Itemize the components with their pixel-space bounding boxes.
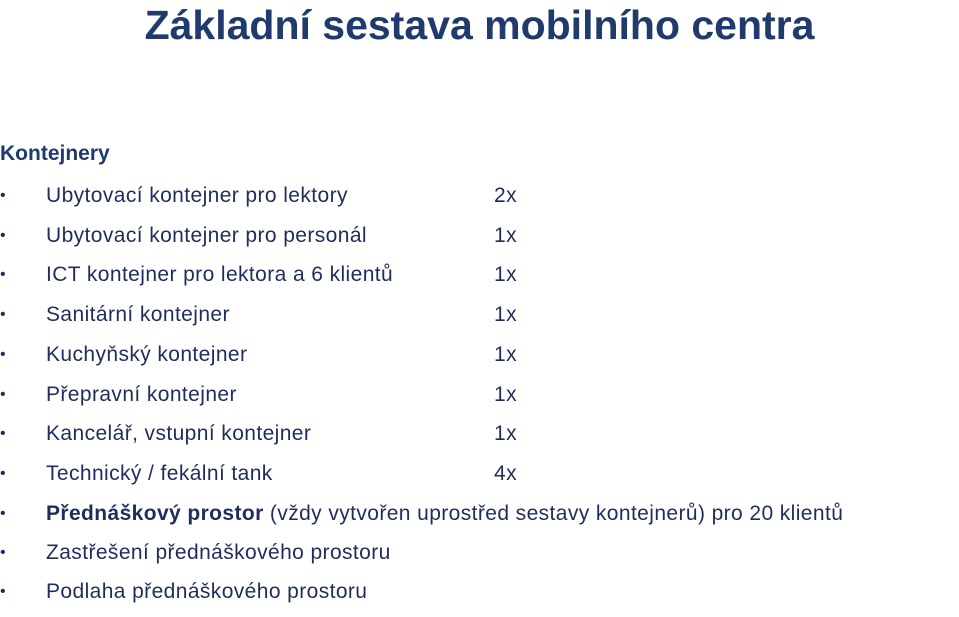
bullet-icon: • [0,465,6,482]
bullet-icon: • [0,425,6,442]
floor-label: Podlaha přednáškového prostoru [46,580,368,603]
item-label: Kuchyňský kontejner [46,343,248,366]
list-item [0,221,959,261]
bullet-icon: • [0,346,6,363]
item-quantity: 4x [494,462,517,485]
item-label: Sanitární kontejner [46,303,230,326]
list-item-lecture-space [0,499,959,539]
list-item [0,300,959,340]
item-quantity: 1x [494,383,517,406]
list-item [0,181,959,221]
bullet-icon: • [0,505,6,522]
item-label: Přepravní kontejner [46,383,237,406]
page-title: Základní sestava mobilního centra [144,2,815,48]
item-quantity: 1x [494,224,517,247]
list-item [0,459,959,499]
item-quantity: 1x [494,303,517,326]
bullet-icon: • [0,583,6,600]
list-item [0,380,959,420]
bullet-icon: • [0,386,6,403]
bullet-icon: • [0,306,6,323]
list-item [0,419,959,459]
list-item-roofing [0,538,959,578]
item-label: Technický / fekální tank [46,462,273,485]
item-quantity: 1x [494,263,517,286]
bullet-icon: • [0,266,6,283]
bullet-icon: • [0,227,6,244]
item-label: ICT kontejner pro lektora a 6 klientů [46,263,394,286]
roofing-label: Zastřešení přednáškového prostoru [46,541,391,564]
item-quantity: 1x [494,422,517,445]
item-label: Ubytovací kontejner pro lektory [46,184,348,207]
lecture-space-bold: Přednáškový prostor [46,502,264,525]
item-label: Kancelář, vstupní kontejner [46,422,312,445]
list-item [0,340,959,380]
item-quantity: 2x [494,184,517,207]
bullet-icon: • [0,187,6,204]
lecture-space-rest: (vždy vytvořen uprostřed sestavy kontejnerů) pro 20 klientů [263,502,844,525]
list-item-floor [0,577,959,617]
item-quantity: 1x [494,343,517,366]
list-item [0,260,959,300]
bullet-icon: • [0,544,6,561]
section-heading-containers: Kontejnery [0,142,110,165]
lecture-space-text [46,499,843,529]
item-label: Ubytovací kontejner pro personál [46,224,367,247]
